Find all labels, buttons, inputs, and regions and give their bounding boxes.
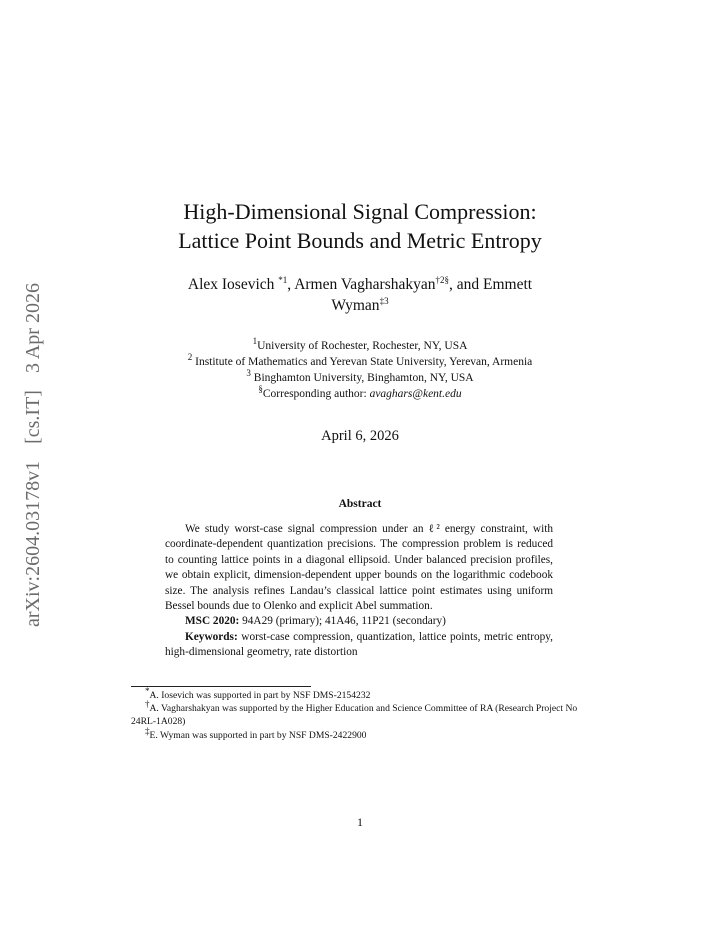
keywords-line xyxy=(165,630,553,661)
author-1-name: Alex Iosevich xyxy=(187,276,275,293)
page-number: 1 xyxy=(357,815,363,829)
author-1-mark: *1 xyxy=(278,274,288,285)
footnote-2-text: A. Vagharshakyan was supported by the Higher Education and Science Committee of RA (Research Project No 24RL-1A028) xyxy=(131,703,578,728)
arxiv-date: 3 Apr 2026 xyxy=(22,283,44,374)
arxiv-category: [cs.IT] xyxy=(22,390,44,444)
author-2-name: Armen Vagharshakyan xyxy=(294,276,436,293)
footnotes xyxy=(131,685,591,742)
footnote-3-mark: ‡ xyxy=(145,725,150,736)
footnote-1-text: A. Iosevich was supported in part by NSF DMS-2154232 xyxy=(149,690,371,701)
footnote-1 xyxy=(131,685,591,702)
footnote-1-mark: * xyxy=(145,685,150,696)
affiliation-1 xyxy=(110,338,610,354)
affiliation-1-text: University of Rochester, Rochester, NY, USA xyxy=(257,340,468,352)
corresponding-label: Corresponding author: xyxy=(262,388,367,400)
abstract-text: We study worst-case signal compression under an ℓ² energy constraint, with coordinate-dependent quantization precisions. The compression problem is reduced to counting lattice points in a diagonal ellipsoid. Under balanced precision profiles, we obtain explicit, dimension-dependent upper bounds on the logarithmic codebook size. The analysis refines Landau’s classical lattice point estimates using uniform Bessel bounds due to Olenko and explicit Abel summation. xyxy=(165,523,553,613)
arxiv-id: arXiv:2604.03178v1 xyxy=(22,460,44,627)
corresponding-email[interactable]: avaghars@kent.edu xyxy=(369,388,462,400)
msc-value: 94A29 (primary); 41A46, 11P21 (secondary) xyxy=(242,615,446,628)
affiliation-3 xyxy=(110,370,610,386)
footnote-2-mark: † xyxy=(145,699,150,710)
affiliation-3-mark: 3 xyxy=(246,368,251,379)
affiliation-1-mark: 1 xyxy=(252,336,258,347)
keywords-value: worst-case compression, quantization, lattice points, metric entropy, high-dimensional geometry, rate distortion xyxy=(165,630,553,659)
abstract-heading: Abstract xyxy=(338,498,382,510)
corresponding-mark: § xyxy=(258,384,263,395)
affiliation-2-text: Institute of Mathematics and Yerevan State University, Yerevan, Armenia xyxy=(195,356,533,368)
abstract-body xyxy=(165,522,553,661)
affiliation-3-text: Binghamton University, Binghamton, NY, USA xyxy=(253,372,474,384)
affiliation-2 xyxy=(110,354,610,370)
affiliations xyxy=(110,338,610,402)
keywords-label: Keywords: xyxy=(185,630,238,643)
author-3-mark: ‡3 xyxy=(379,295,389,306)
footnote-rule xyxy=(131,686,311,687)
affiliation-2-mark: 2 xyxy=(187,352,193,363)
corresponding-author xyxy=(110,386,610,402)
footnote-3-text: E. Wyman was supported in part by NSF DMS-2422900 xyxy=(149,729,367,741)
arxiv-sidebar-stamp xyxy=(18,275,48,635)
footnote-2 xyxy=(131,699,591,728)
author-2-mark: †2§ xyxy=(435,274,450,285)
title-line-2: Lattice Point Bounds and Metric Entropy xyxy=(178,228,542,253)
footnote-3 xyxy=(131,725,591,742)
author-list: Alex Iosevich $^{*1}$, Armen Vagharshakyan$^{\dagger 2\S}$, and Emmett Wyman$^{\ddagger 3}$ xyxy=(187,274,533,314)
paper-date: April 6, 2026 xyxy=(321,428,399,444)
msc-label: MSC 2020: xyxy=(185,615,240,628)
msc-line xyxy=(165,614,553,629)
title-line-1: High-Dimensional Signal Compression: xyxy=(183,199,537,224)
author-3-name: Wyman xyxy=(331,297,380,314)
author-3-prefix: and Emmett xyxy=(456,276,533,293)
paper-title xyxy=(110,197,610,255)
